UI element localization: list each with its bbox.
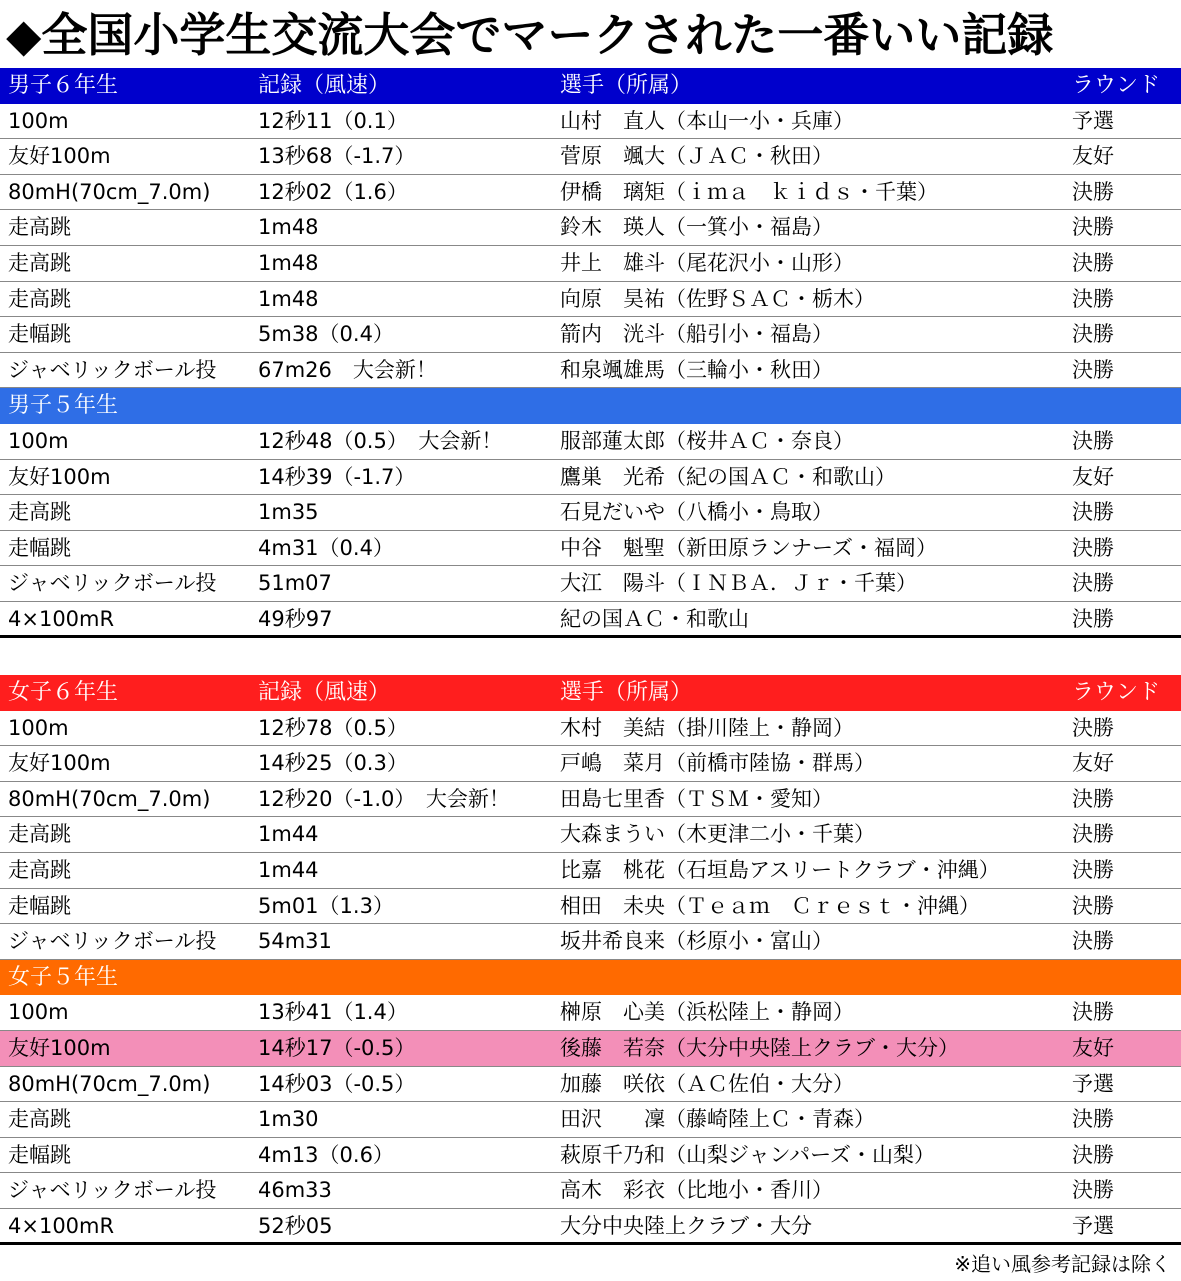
- round-cell: 決勝: [1072, 215, 1114, 240]
- table-row: [0, 210, 1181, 246]
- athlete-cell: 高木 彩衣（比地小・香川）: [560, 1178, 833, 1203]
- record-cell: 1m44: [258, 822, 319, 847]
- table-row: [0, 424, 1181, 460]
- round-cell: 決勝: [1072, 822, 1114, 847]
- round-cell: 決勝: [1072, 893, 1114, 918]
- boys5-header-col-1: 男子５年生: [8, 393, 119, 419]
- event-cell: 100m: [8, 428, 69, 453]
- table-row: [0, 995, 1181, 1031]
- girls6-header-col-1: 女子６年生: [8, 680, 119, 705]
- record-cell: 13秒68（-1.7）: [258, 144, 416, 169]
- round-cell: 決勝: [1072, 357, 1114, 382]
- table-row: [0, 1209, 1181, 1245]
- athlete-cell: 箭内 洸斗（船引小・福島）: [560, 322, 833, 347]
- table-row: [0, 1067, 1181, 1103]
- round-cell: 決勝: [1072, 1178, 1114, 1203]
- table-row: [0, 602, 1181, 638]
- event-cell: 走高跳: [8, 822, 71, 847]
- table-row: [0, 104, 1181, 140]
- footnote: ※追い風参考記録は除く: [954, 1252, 1171, 1276]
- athlete-cell: 紀の国ＡＣ・和歌山: [560, 606, 749, 631]
- event-cell: 友好100m: [8, 1035, 111, 1060]
- table-row: [0, 1173, 1181, 1209]
- event-cell: 80mH(70cm_7.0m): [8, 1071, 211, 1096]
- event-cell: 100m: [8, 1000, 69, 1025]
- round-cell: 予選: [1072, 1071, 1114, 1096]
- event-cell: 走幅跳: [8, 1142, 71, 1167]
- event-cell: 走高跳: [8, 215, 71, 240]
- event-cell: 走幅跳: [8, 322, 71, 347]
- record-cell: 67m26 大会新！: [258, 357, 437, 382]
- athlete-cell: 加藤 咲依（ＡＣ佐伯・大分）: [560, 1071, 854, 1096]
- event-cell: 走幅跳: [8, 535, 71, 560]
- athlete-cell: 菅原 颯大（ＪＡＣ・秋田）: [560, 144, 833, 169]
- record-cell: 12秒02（1.6）: [258, 179, 408, 204]
- athlete-cell: 和泉颯雄馬（三輪小・秋田）: [560, 357, 833, 382]
- athlete-cell: 萩原千乃和（山梨ジャンパーズ・山梨）: [560, 1142, 936, 1167]
- round-cell: 友好: [1072, 144, 1114, 169]
- event-cell: 80mH(70cm_7.0m): [8, 786, 211, 811]
- record-cell: 49秒97: [258, 606, 333, 631]
- athlete-cell: 比嘉 桃花（石垣島アスリートクラブ・沖縄）: [560, 857, 1000, 882]
- athlete-cell: 中谷 魁聖（新田原ランナーズ・福岡）: [560, 535, 937, 560]
- table-row: [0, 317, 1181, 353]
- event-cell: 走幅跳: [8, 893, 71, 918]
- event-cell: 友好100m: [8, 464, 111, 489]
- round-cell: 決勝: [1072, 571, 1114, 596]
- girls6-header-col-3: 選手（所属）: [560, 680, 693, 705]
- record-cell: 1m30: [258, 1107, 319, 1132]
- round-cell: 決勝: [1072, 606, 1114, 631]
- table-row: [0, 924, 1181, 960]
- boys6-header-col-3: 選手（所属）: [560, 73, 693, 98]
- record-cell: 14秒03（-0.5）: [258, 1071, 416, 1096]
- event-cell: ジャベリックボール投: [8, 929, 217, 954]
- round-cell: 決勝: [1072, 1142, 1114, 1167]
- table-row: [0, 495, 1181, 531]
- athlete-cell: 井上 雄斗（尾花沢小・山形）: [560, 250, 854, 275]
- round-cell: 友好: [1072, 464, 1114, 489]
- round-cell: 決勝: [1072, 286, 1114, 311]
- page-title: ◆全国小学生交流大会でマークされた一番いい記録: [6, 8, 1054, 62]
- boys6-header-col-2: 記録（風速）: [258, 73, 391, 98]
- athlete-cell: 田沢 凜（藤崎陸上Ｃ・青森）: [560, 1107, 875, 1132]
- round-cell: 決勝: [1072, 786, 1114, 811]
- boys5-header: [0, 388, 1181, 424]
- event-cell: 友好100m: [8, 144, 111, 169]
- event-cell: 100m: [8, 108, 69, 133]
- record-cell: 5m38（0.4）: [258, 322, 394, 347]
- record-cell: 52秒05: [258, 1213, 333, 1238]
- round-cell: 友好: [1072, 1035, 1114, 1060]
- round-cell: 予選: [1072, 108, 1114, 133]
- round-cell: 決勝: [1072, 428, 1114, 453]
- event-cell: 100m: [8, 715, 69, 740]
- athlete-cell: 伊橋 璃矩（ｉｍａ ｋｉｄｓ・千葉）: [560, 179, 938, 204]
- record-cell: 1m44: [258, 857, 319, 882]
- athlete-cell: 坂井希良来（杉原小・富山）: [560, 929, 833, 954]
- athlete-cell: 大江 陽斗（ＩＮＢＡ．Ｊｒ・千葉）: [560, 571, 917, 596]
- table-row: [0, 711, 1181, 747]
- table-row: [0, 566, 1181, 602]
- round-cell: 決勝: [1072, 715, 1114, 740]
- boys6-header-col-4: ラウンド: [1072, 73, 1161, 98]
- boys6-header: [0, 68, 1181, 104]
- record-cell: 4m31（0.4）: [258, 535, 394, 560]
- record-cell: 12秒20（-1.0） 大会新！: [258, 786, 510, 811]
- record-cell: 4m13（0.6）: [258, 1142, 394, 1167]
- girls6-header: [0, 675, 1181, 711]
- event-cell: 走高跳: [8, 500, 71, 525]
- table-row: [0, 282, 1181, 318]
- table-row: [0, 1031, 1181, 1067]
- record-cell: 12秒11（0.1）: [258, 108, 408, 133]
- girls5-header-col-1: 女子５年生: [8, 964, 119, 990]
- round-cell: 決勝: [1072, 1107, 1114, 1132]
- athlete-cell: 服部蓮太郎（桜井ＡＣ・奈良）: [560, 428, 854, 453]
- athlete-cell: 木村 美結（掛川陸上・静岡）: [560, 715, 854, 740]
- athlete-cell: 田島七里香（ＴＳＭ・愛知）: [560, 786, 833, 811]
- table-row: [0, 353, 1181, 389]
- round-cell: 決勝: [1072, 322, 1114, 347]
- round-cell: 決勝: [1072, 929, 1114, 954]
- event-cell: ジャベリックボール投: [8, 357, 217, 382]
- round-cell: 予選: [1072, 1213, 1114, 1238]
- event-cell: 走高跳: [8, 250, 71, 275]
- event-cell: 走高跳: [8, 1107, 71, 1132]
- athlete-cell: 鷹巣 光希（紀の国ＡＣ・和歌山）: [560, 464, 896, 489]
- table-row: [0, 1102, 1181, 1138]
- athlete-cell: 石見だいや（八橋小・鳥取）: [560, 500, 833, 525]
- record-cell: 14秒25（0.3）: [258, 751, 408, 776]
- event-cell: ジャベリックボール投: [8, 571, 217, 596]
- table-row: [0, 1138, 1181, 1174]
- athlete-cell: 向原 昊祐（佐野ＳＡＣ・栃木）: [560, 286, 875, 311]
- table-row: [0, 889, 1181, 925]
- event-cell: ジャベリックボール投: [8, 1178, 217, 1203]
- record-cell: 12秒48（0.5） 大会新！: [258, 428, 503, 453]
- athlete-cell: 山村 直人（本山一小・兵庫）: [560, 108, 854, 133]
- round-cell: 決勝: [1072, 500, 1114, 525]
- boys-records-table: [0, 68, 1181, 638]
- table-row: [0, 853, 1181, 889]
- round-cell: 決勝: [1072, 250, 1114, 275]
- athlete-cell: 戸嶋 菜月（前橋市陸協・群馬）: [560, 751, 875, 776]
- table-row: [0, 746, 1181, 782]
- record-cell: 13秒41（1.4）: [258, 1000, 408, 1025]
- table-row: [0, 817, 1181, 853]
- round-cell: 決勝: [1072, 857, 1114, 882]
- table-row: [0, 460, 1181, 496]
- athlete-cell: 鈴木 瑛人（一箕小・福島）: [560, 215, 833, 240]
- event-cell: 80mH(70cm_7.0m): [8, 179, 211, 204]
- record-cell: 1m48: [258, 286, 319, 311]
- record-cell: 14秒39（-1.7）: [258, 464, 416, 489]
- event-cell: 走高跳: [8, 857, 71, 882]
- table-row: [0, 246, 1181, 282]
- athlete-cell: 後藤 若奈（大分中央陸上クラブ・大分）: [560, 1035, 959, 1060]
- girls5-header: [0, 960, 1181, 996]
- record-cell: 54m31: [258, 929, 332, 954]
- record-cell: 12秒78（0.5）: [258, 715, 408, 740]
- girls6-header-col-4: ラウンド: [1072, 680, 1161, 705]
- table-row: [0, 139, 1181, 175]
- girls6-header-col-2: 記録（風速）: [258, 680, 391, 705]
- record-cell: 51m07: [258, 571, 332, 596]
- record-cell: 14秒17（-0.5）: [258, 1035, 416, 1060]
- event-cell: 走高跳: [8, 286, 71, 311]
- athlete-cell: 榊原 心美（浜松陸上・静岡）: [560, 1000, 854, 1025]
- record-cell: 1m48: [258, 250, 319, 275]
- athlete-cell: 相田 未央（Ｔｅａｍ Ｃｒｅｓｔ・沖縄）: [560, 893, 980, 918]
- round-cell: 決勝: [1072, 535, 1114, 560]
- round-cell: 決勝: [1072, 1000, 1114, 1025]
- record-cell: 46m33: [258, 1178, 332, 1203]
- event-cell: 4×100mR: [8, 1213, 115, 1238]
- round-cell: 決勝: [1072, 179, 1114, 204]
- record-cell: 5m01（1.3）: [258, 893, 394, 918]
- event-cell: 友好100m: [8, 751, 111, 776]
- record-cell: 1m35: [258, 500, 319, 525]
- round-cell: 友好: [1072, 751, 1114, 776]
- table-row: [0, 531, 1181, 567]
- table-row: [0, 782, 1181, 818]
- record-cell: 1m48: [258, 215, 319, 240]
- girls-records-table: [0, 675, 1181, 1245]
- athlete-cell: 大森まうい（木更津二小・千葉）: [560, 822, 875, 847]
- boys6-header-col-1: 男子６年生: [8, 73, 119, 98]
- athlete-cell: 大分中央陸上クラブ・大分: [560, 1213, 812, 1238]
- table-row: [0, 175, 1181, 211]
- event-cell: 4×100mR: [8, 606, 115, 631]
